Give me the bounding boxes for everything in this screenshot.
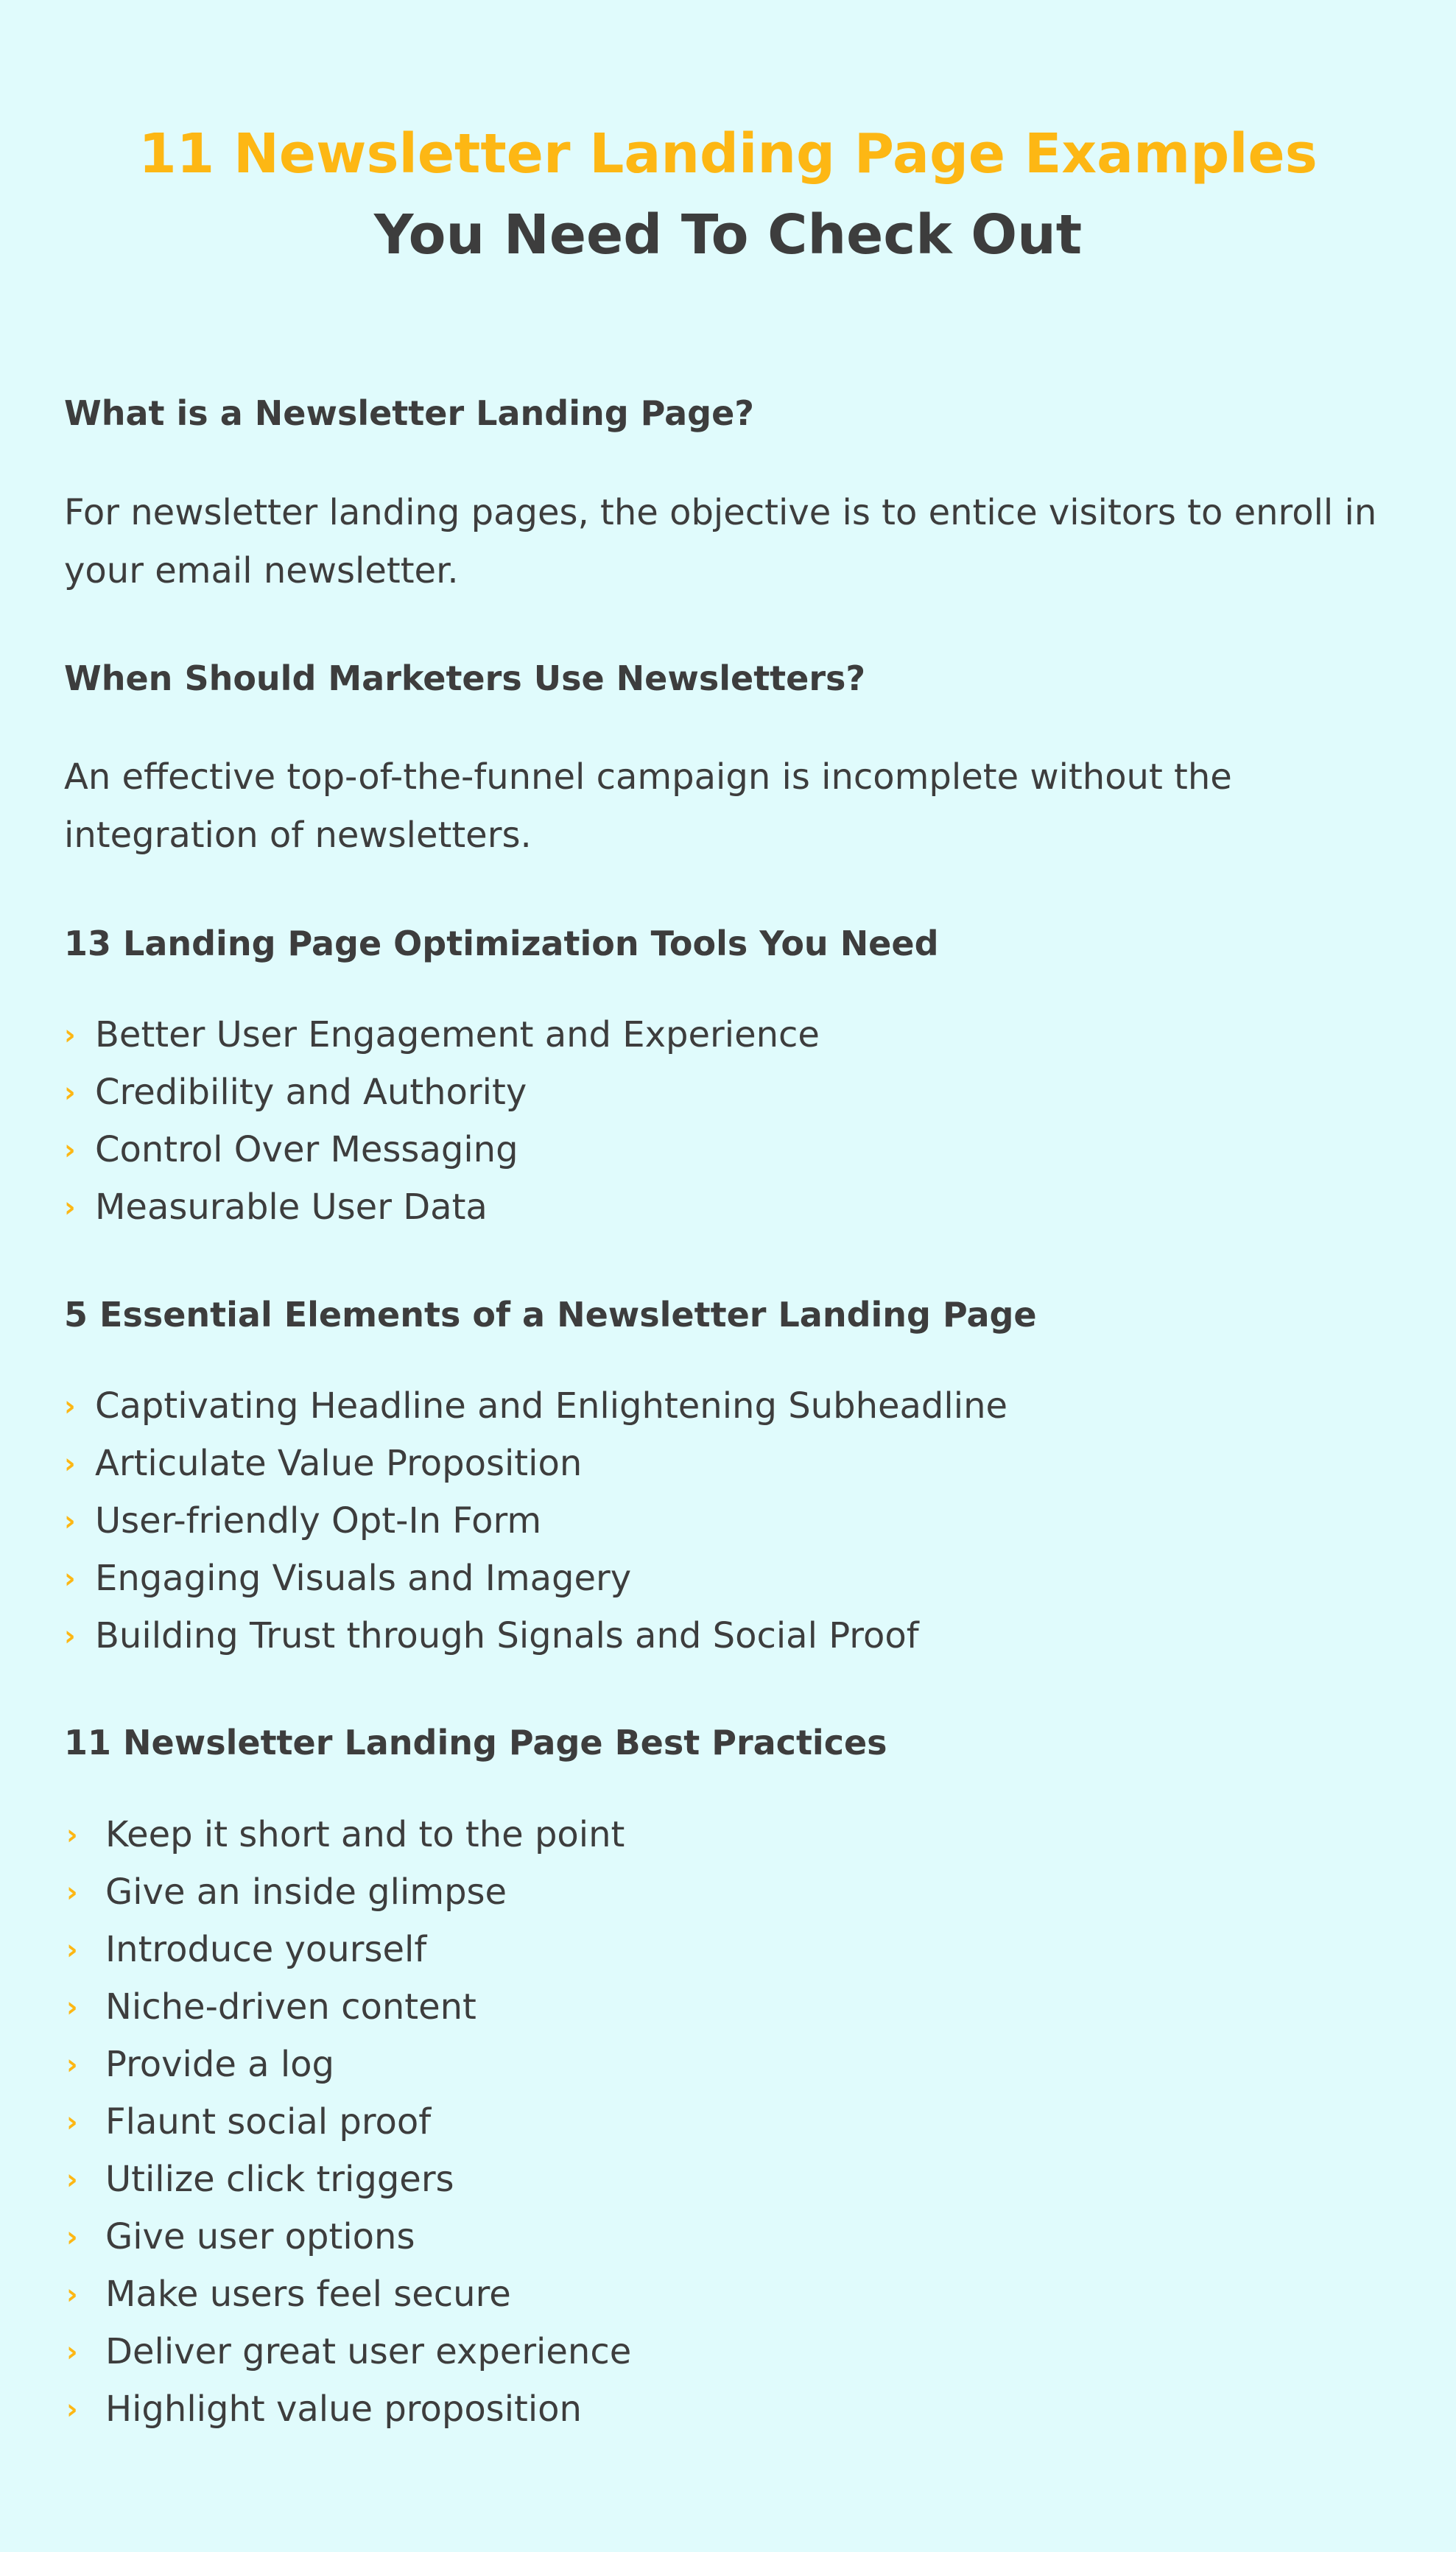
list-item: [64, 1806, 631, 1863]
list-item: [64, 1377, 1007, 1435]
list-item-label: Provide a log: [105, 2044, 334, 2085]
list-item-label: Engaging Visuals and Imagery: [95, 1558, 632, 1599]
list-item: [64, 1550, 1007, 1607]
section-paragraph-what-is: For newsletter landing pages, the objective is to entice visitors to enroll in your email newsletter.: [64, 492, 1377, 591]
list-item-label: Give user options: [105, 2216, 415, 2257]
chevron-right-icon: ›: [66, 1991, 78, 2023]
list-item-label: Flaunt social proof: [105, 2101, 432, 2143]
chevron-right-icon: ›: [66, 2221, 78, 2253]
chevron-right-icon: ›: [64, 1019, 76, 1051]
section-paragraph-when-to-use: An effective top-of-the-funnel campaign is incomplete without the integration of newsletters.: [64, 756, 1232, 856]
optimization-tools-list: [64, 1006, 820, 1236]
list-item: [64, 1121, 820, 1178]
list-item-label: Highlight value proposition: [105, 2388, 582, 2430]
list-item-label: Articulate Value Proposition: [95, 1443, 583, 1484]
list-item: [64, 1978, 631, 2036]
list-item-label: User-friendly Opt-In Form: [95, 1500, 542, 1542]
chevron-right-icon: ›: [64, 1505, 76, 1537]
list-item: [64, 2208, 631, 2265]
section-heading-what-is: What is a Newsletter Landing Page?: [64, 393, 754, 433]
chevron-right-icon: ›: [64, 1076, 76, 1108]
chevron-right-icon: ›: [66, 2393, 78, 2425]
chevron-right-icon: ›: [66, 1876, 78, 1908]
essential-elements-list: [64, 1377, 1007, 1665]
list-item-label: Measurable User Data: [95, 1187, 488, 1228]
section-heading-when-to-use: When Should Marketers Use Newsletters?: [64, 658, 866, 698]
list-item-label: Control Over Messaging: [95, 1129, 518, 1170]
chevron-right-icon: ›: [66, 2106, 78, 2138]
list-item: [64, 1607, 1007, 1665]
list-item-label: Deliver great user experience: [105, 2331, 632, 2372]
list-item-label: Introduce yourself: [105, 1929, 427, 1970]
list-item-label: Make users feel secure: [105, 2274, 511, 2315]
list-item: [64, 2036, 631, 2093]
list-item: [64, 1921, 631, 1978]
list-item-label: Captivating Headline and Enlightening Subheadline: [95, 1385, 1008, 1427]
chevron-right-icon: ›: [64, 1133, 76, 1166]
chevron-right-icon: ›: [64, 1390, 76, 1422]
list-item: [64, 1178, 820, 1236]
chevron-right-icon: ›: [64, 1562, 76, 1595]
list-item: [64, 2380, 631, 2438]
list-item: [64, 1006, 820, 1064]
list-item: [64, 2151, 631, 2208]
chevron-right-icon: ›: [66, 1818, 78, 1851]
list-item: [64, 2093, 631, 2151]
chevron-right-icon: ›: [66, 2278, 78, 2310]
page-title-line-1: 11 Newsletter Landing Page Examples: [138, 122, 1318, 186]
list-item: [64, 2265, 631, 2323]
best-practices-list: [64, 1806, 631, 2438]
chevron-right-icon: ›: [66, 1933, 78, 1966]
list-item-label: Building Trust through Signals and Social Proof: [95, 1615, 919, 1656]
chevron-right-icon: ›: [64, 1191, 76, 1223]
section-heading-essential-elements: 5 Essential Elements of a Newsletter Landing Page: [64, 1295, 1037, 1335]
list-item-label: Utilize click triggers: [105, 2159, 454, 2200]
chevron-right-icon: ›: [66, 2163, 78, 2196]
chevron-right-icon: ›: [66, 2335, 78, 2368]
list-item: [64, 1492, 1007, 1550]
list-item: [64, 1064, 820, 1121]
chevron-right-icon: ›: [64, 1620, 76, 1652]
chevron-right-icon: ›: [66, 2048, 78, 2081]
section-heading-optimization-tools: 13 Landing Page Optimization Tools You Need: [64, 924, 939, 963]
list-item-label: Credibility and Authority: [95, 1072, 527, 1113]
list-item-label: Keep it short and to the point: [105, 1814, 625, 1855]
list-item: [64, 1863, 631, 1921]
list-item-label: Give an inside glimpse: [105, 1871, 507, 1913]
section-heading-best-practices: 11 Newsletter Landing Page Best Practices: [64, 1723, 887, 1762]
list-item-label: Better User Engagement and Experience: [95, 1014, 820, 1055]
chevron-right-icon: ›: [64, 1447, 76, 1480]
list-item: [64, 1435, 1007, 1492]
list-item: [64, 2323, 631, 2380]
list-item-label: Niche-driven content: [105, 1986, 476, 2028]
page-title-line-2: You Need To Check Out: [373, 203, 1083, 267]
